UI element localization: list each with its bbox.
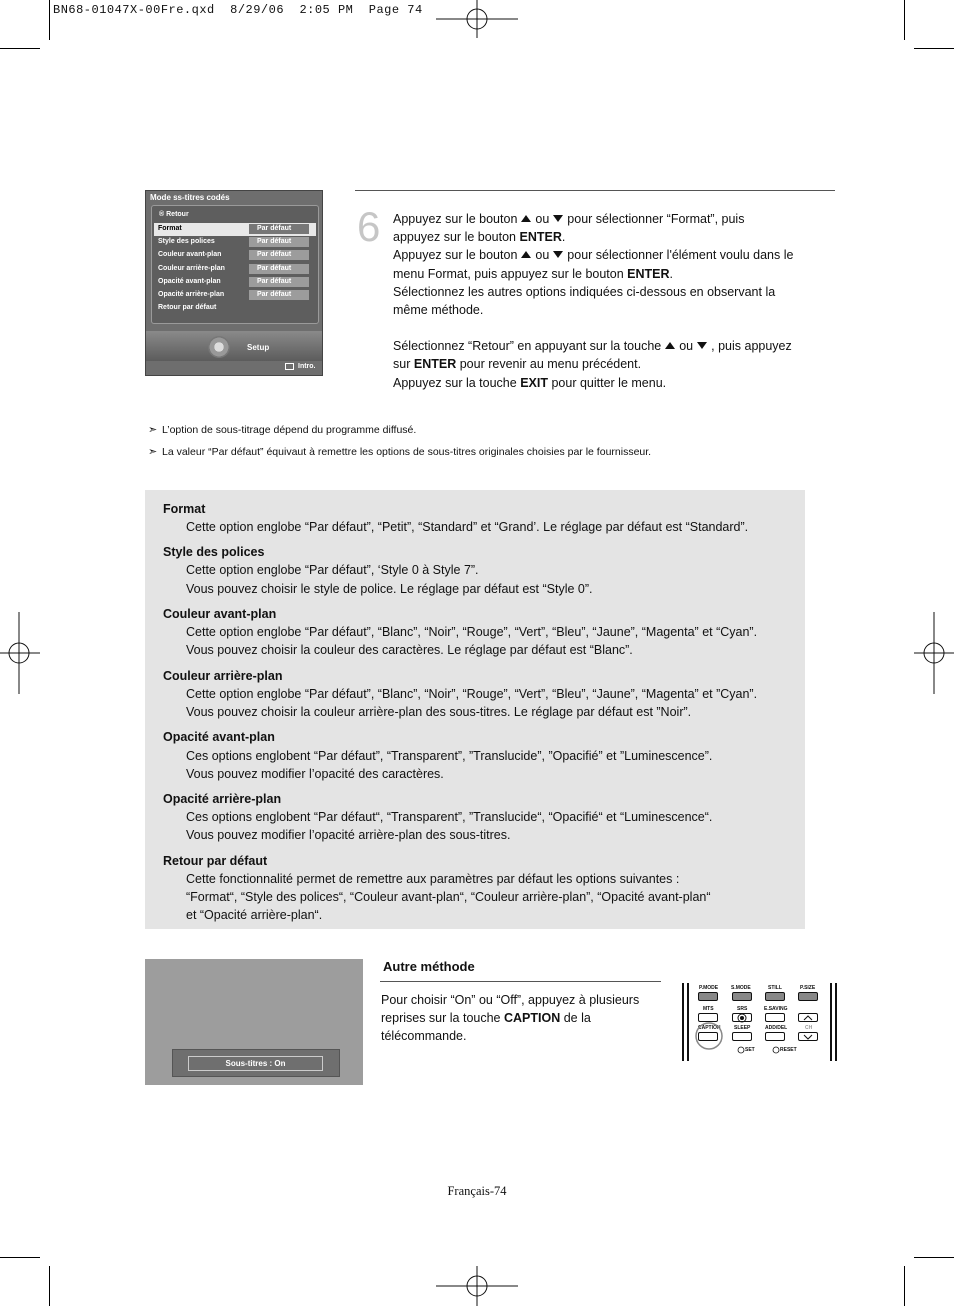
- option-title: Style des polices: [163, 545, 265, 559]
- menu-row-label: Retour par défaut: [158, 304, 217, 311]
- text: appuyez sur le bouton: [393, 230, 517, 245]
- option-desc: Vous pouvez modifier l’opacité arrière-plan des sous-titres.: [186, 828, 511, 842]
- registration-mark: [0, 612, 40, 694]
- registration-mark: [914, 612, 954, 694]
- menu-row-label: Opacité arrière-plan: [158, 291, 225, 298]
- menu-title: Mode ss-titres codés: [150, 193, 230, 202]
- intro-label: Intro.: [298, 363, 316, 370]
- alt-method-rule: [380, 981, 661, 982]
- caption-osd-screenshot: [145, 959, 363, 1085]
- option-desc: Vous pouvez choisir le style de police. Le réglage par défaut est “Style 0”.: [186, 582, 593, 596]
- exit-key: EXIT: [520, 375, 548, 390]
- step-instructions: [393, 210, 823, 392]
- text: pour quitter le menu.: [551, 375, 667, 390]
- print-header: BN68-01047X-00Fre.qxd 8/29/06 2:05 PM Page 74: [53, 3, 423, 17]
- option-desc: Cette option englobe “Par défaut”, “Blanc”, “Noir”, “Rouge”, “Vert”, “Bleu”, “Jaune”, “Magenta” et ”Cyan”.: [186, 687, 758, 701]
- option-desc: et “Opacité arrière-plan“.: [186, 908, 323, 922]
- menu-return-label: Retour: [166, 211, 189, 218]
- section-rule: [355, 190, 835, 191]
- text: Appuyez sur le bouton: [393, 212, 518, 226]
- crop-mark: [49, 0, 50, 40]
- text: même méthode.: [393, 303, 484, 318]
- option-title: Opacité arrière-plan: [163, 792, 282, 806]
- up-arrow-icon: [521, 215, 531, 222]
- note-item: [148, 423, 416, 436]
- menu-row-style: [154, 236, 316, 249]
- menu-return-item: [159, 211, 189, 218]
- remote-label: CAPTION: [698, 1025, 721, 1031]
- text: ou: [535, 248, 550, 263]
- crop-mark: [904, 0, 905, 40]
- menu-row-label: Couleur avant-plan: [158, 251, 222, 258]
- enter-key: ENTER: [519, 230, 562, 245]
- menu-row-bg-color: [154, 263, 316, 276]
- crop-mark: [49, 1266, 50, 1306]
- menu-row-reset: [154, 302, 316, 315]
- remote-label: P.SIZE: [800, 985, 816, 991]
- intro-button-icon: [285, 363, 294, 370]
- option-title: Opacité avant-plan: [163, 730, 275, 744]
- options-box: [145, 490, 805, 929]
- remote-label: S.MODE: [731, 985, 751, 991]
- remote-label: P.MODE: [699, 985, 719, 991]
- text: ou: [535, 212, 550, 226]
- crop-mark: [914, 1257, 954, 1258]
- option-title: Retour par défaut: [163, 854, 268, 868]
- return-icon: ®: [159, 211, 165, 218]
- remote-label: ADD/DEL: [765, 1025, 788, 1031]
- text: télécommande.: [381, 1029, 467, 1044]
- option-desc: Vous pouvez choisir la couleur arrière-plan des sous-titres. Le réglage par défaut est ”Noir”.: [186, 705, 692, 719]
- note-item: [148, 445, 651, 458]
- remote-label: E.SAVING: [764, 1006, 788, 1012]
- menu-row-label: Couleur arrière-plan: [158, 265, 225, 272]
- remote-label: MTS: [703, 1006, 714, 1012]
- text: menu Format, puis appuyez sur le bouton: [393, 266, 624, 281]
- menu-row-label: Opacité avant-plan: [158, 278, 221, 285]
- menu-row-value: Par défaut: [249, 290, 309, 300]
- tv-menu-screenshot: [145, 190, 323, 376]
- osd-caption-status: Sous-titres : On: [188, 1056, 323, 1071]
- note-arrow-icon: ➣: [148, 424, 158, 436]
- text: Sélectionnez les autres options indiquées ci-dessous en observant la: [393, 284, 776, 299]
- menu-row-label: Format: [158, 225, 182, 232]
- remote-label: CH: [805, 1025, 813, 1031]
- remote-highlight-icon: [682, 983, 837, 1061]
- down-arrow-icon: [697, 342, 707, 349]
- text: sur: [393, 357, 411, 372]
- page-number: Français-74: [447, 1184, 507, 1198]
- option-desc: Cette option englobe “Par défaut”, “Blanc”, “Noir”, “Rouge”, “Vert”, “Bleu”, “Jaune”, “Magenta” et “Cyan”.: [186, 625, 758, 639]
- menu-row-fg-opacity: [154, 276, 316, 289]
- remote-control-illustration: [682, 983, 837, 1061]
- enter-key: ENTER: [413, 357, 457, 372]
- caption-key: CAPTION: [504, 1011, 561, 1026]
- setup-gear-icon: [208, 336, 230, 358]
- remote-label: SET: [745, 1047, 755, 1053]
- text: Appuyez sur le bouton: [393, 248, 518, 263]
- note-text: L’option de sous-titrage dépend du programme diffusé.: [162, 424, 417, 436]
- crop-mark: [904, 1266, 905, 1306]
- registration-mark: [436, 0, 518, 40]
- remote-label: SLEEP: [734, 1025, 751, 1031]
- alt-method-title: Autre méthode: [383, 959, 475, 974]
- option-title: Couleur arrière-plan: [163, 669, 283, 683]
- option-desc: Vous pouvez choisir la couleur des caractères. Le réglage par défaut est “Blanc”.: [186, 643, 633, 657]
- step-number: 6: [357, 203, 381, 250]
- option-desc: “Format“, “Style des polices“, “Couleur avant-plan“, “Couleur arrière-plan”, “Opacité avant-plan“: [186, 890, 711, 904]
- text: .: [669, 266, 674, 281]
- menu-row-value: Par défaut: [249, 277, 309, 287]
- crop-mark: [0, 1257, 40, 1258]
- down-arrow-icon: [553, 215, 563, 222]
- menu-row-format: [154, 223, 316, 236]
- option-desc: Cette option englobe “Par défaut”, “Petit”, “Standard” et “Grand’. Le réglage par défaut est “Standard”.: [186, 520, 749, 534]
- text: Sélectionnez “Retour” en appuyant sur la touche: [393, 339, 662, 354]
- up-arrow-icon: [521, 251, 531, 258]
- crop-mark: [914, 48, 954, 49]
- text: reprises sur la touche: [381, 1011, 501, 1026]
- option-desc: Ces options englobent “Par défaut“, “Transparent”, ”Translucide“, “Opacifié“ et “Luminescence“.: [186, 810, 713, 824]
- option-desc: Ces options englobent “Par défaut”, “Transparent”, ”Translucide”, ”Opacifié” et ”Luminescence”.: [186, 749, 713, 763]
- remote-label: SRS: [737, 1006, 748, 1012]
- text: ou: [679, 339, 694, 354]
- text: pour sélectionner “Format”, puis: [567, 212, 745, 226]
- crop-mark: [0, 48, 40, 49]
- setup-label: Setup: [247, 343, 270, 352]
- text: Pour choisir “On” ou “Off”, appuyez à plusieurs: [381, 993, 640, 1007]
- text: .: [561, 230, 566, 245]
- text: pour sélectionner l'élément voulu dans le: [567, 248, 794, 263]
- menu-row-value: Par défaut: [249, 237, 309, 247]
- text: pour revenir au menu précédent.: [459, 357, 642, 372]
- note-arrow-icon: ➣: [148, 446, 158, 458]
- up-arrow-icon: [665, 342, 675, 349]
- note-text: La valeur “Par défaut” équivaut à remettre les options de sous-titres originales choisies par le fournisseur.: [162, 446, 652, 458]
- option-title: Format: [163, 502, 206, 516]
- remote-label: STILL: [768, 985, 782, 991]
- option-desc: Cette option englobe “Par défaut”, ‘Style 0 à Style 7”.: [186, 563, 479, 577]
- menu-row-value: Par défaut: [249, 250, 309, 260]
- menu-row-value: Par défaut: [249, 264, 309, 274]
- alt-method-text: [381, 991, 661, 1046]
- menu-footer-band: [146, 331, 322, 361]
- down-arrow-icon: [553, 251, 563, 258]
- menu-panel: [151, 205, 319, 324]
- remote-label: RESET: [780, 1047, 797, 1053]
- option-desc: Cette fonctionnalité permet de remettre aux paramètres par défaut les options suivantes :: [186, 872, 680, 886]
- option-title: Couleur avant-plan: [163, 607, 277, 621]
- option-desc: Vous pouvez modifier l’opacité des caractères.: [186, 767, 444, 781]
- osd-bar: [172, 1049, 340, 1077]
- text: , puis appuyez: [711, 339, 792, 354]
- text: de la: [563, 1011, 591, 1026]
- menu-row-value: Par défaut: [249, 224, 309, 234]
- menu-row-bg-opacity: [154, 289, 316, 302]
- menu-row-label: Style des polices: [158, 238, 215, 245]
- registration-mark: [436, 1266, 518, 1306]
- text: Appuyez sur la touche: [393, 375, 517, 390]
- enter-key: ENTER: [627, 266, 670, 281]
- menu-row-fg-color: [154, 249, 316, 262]
